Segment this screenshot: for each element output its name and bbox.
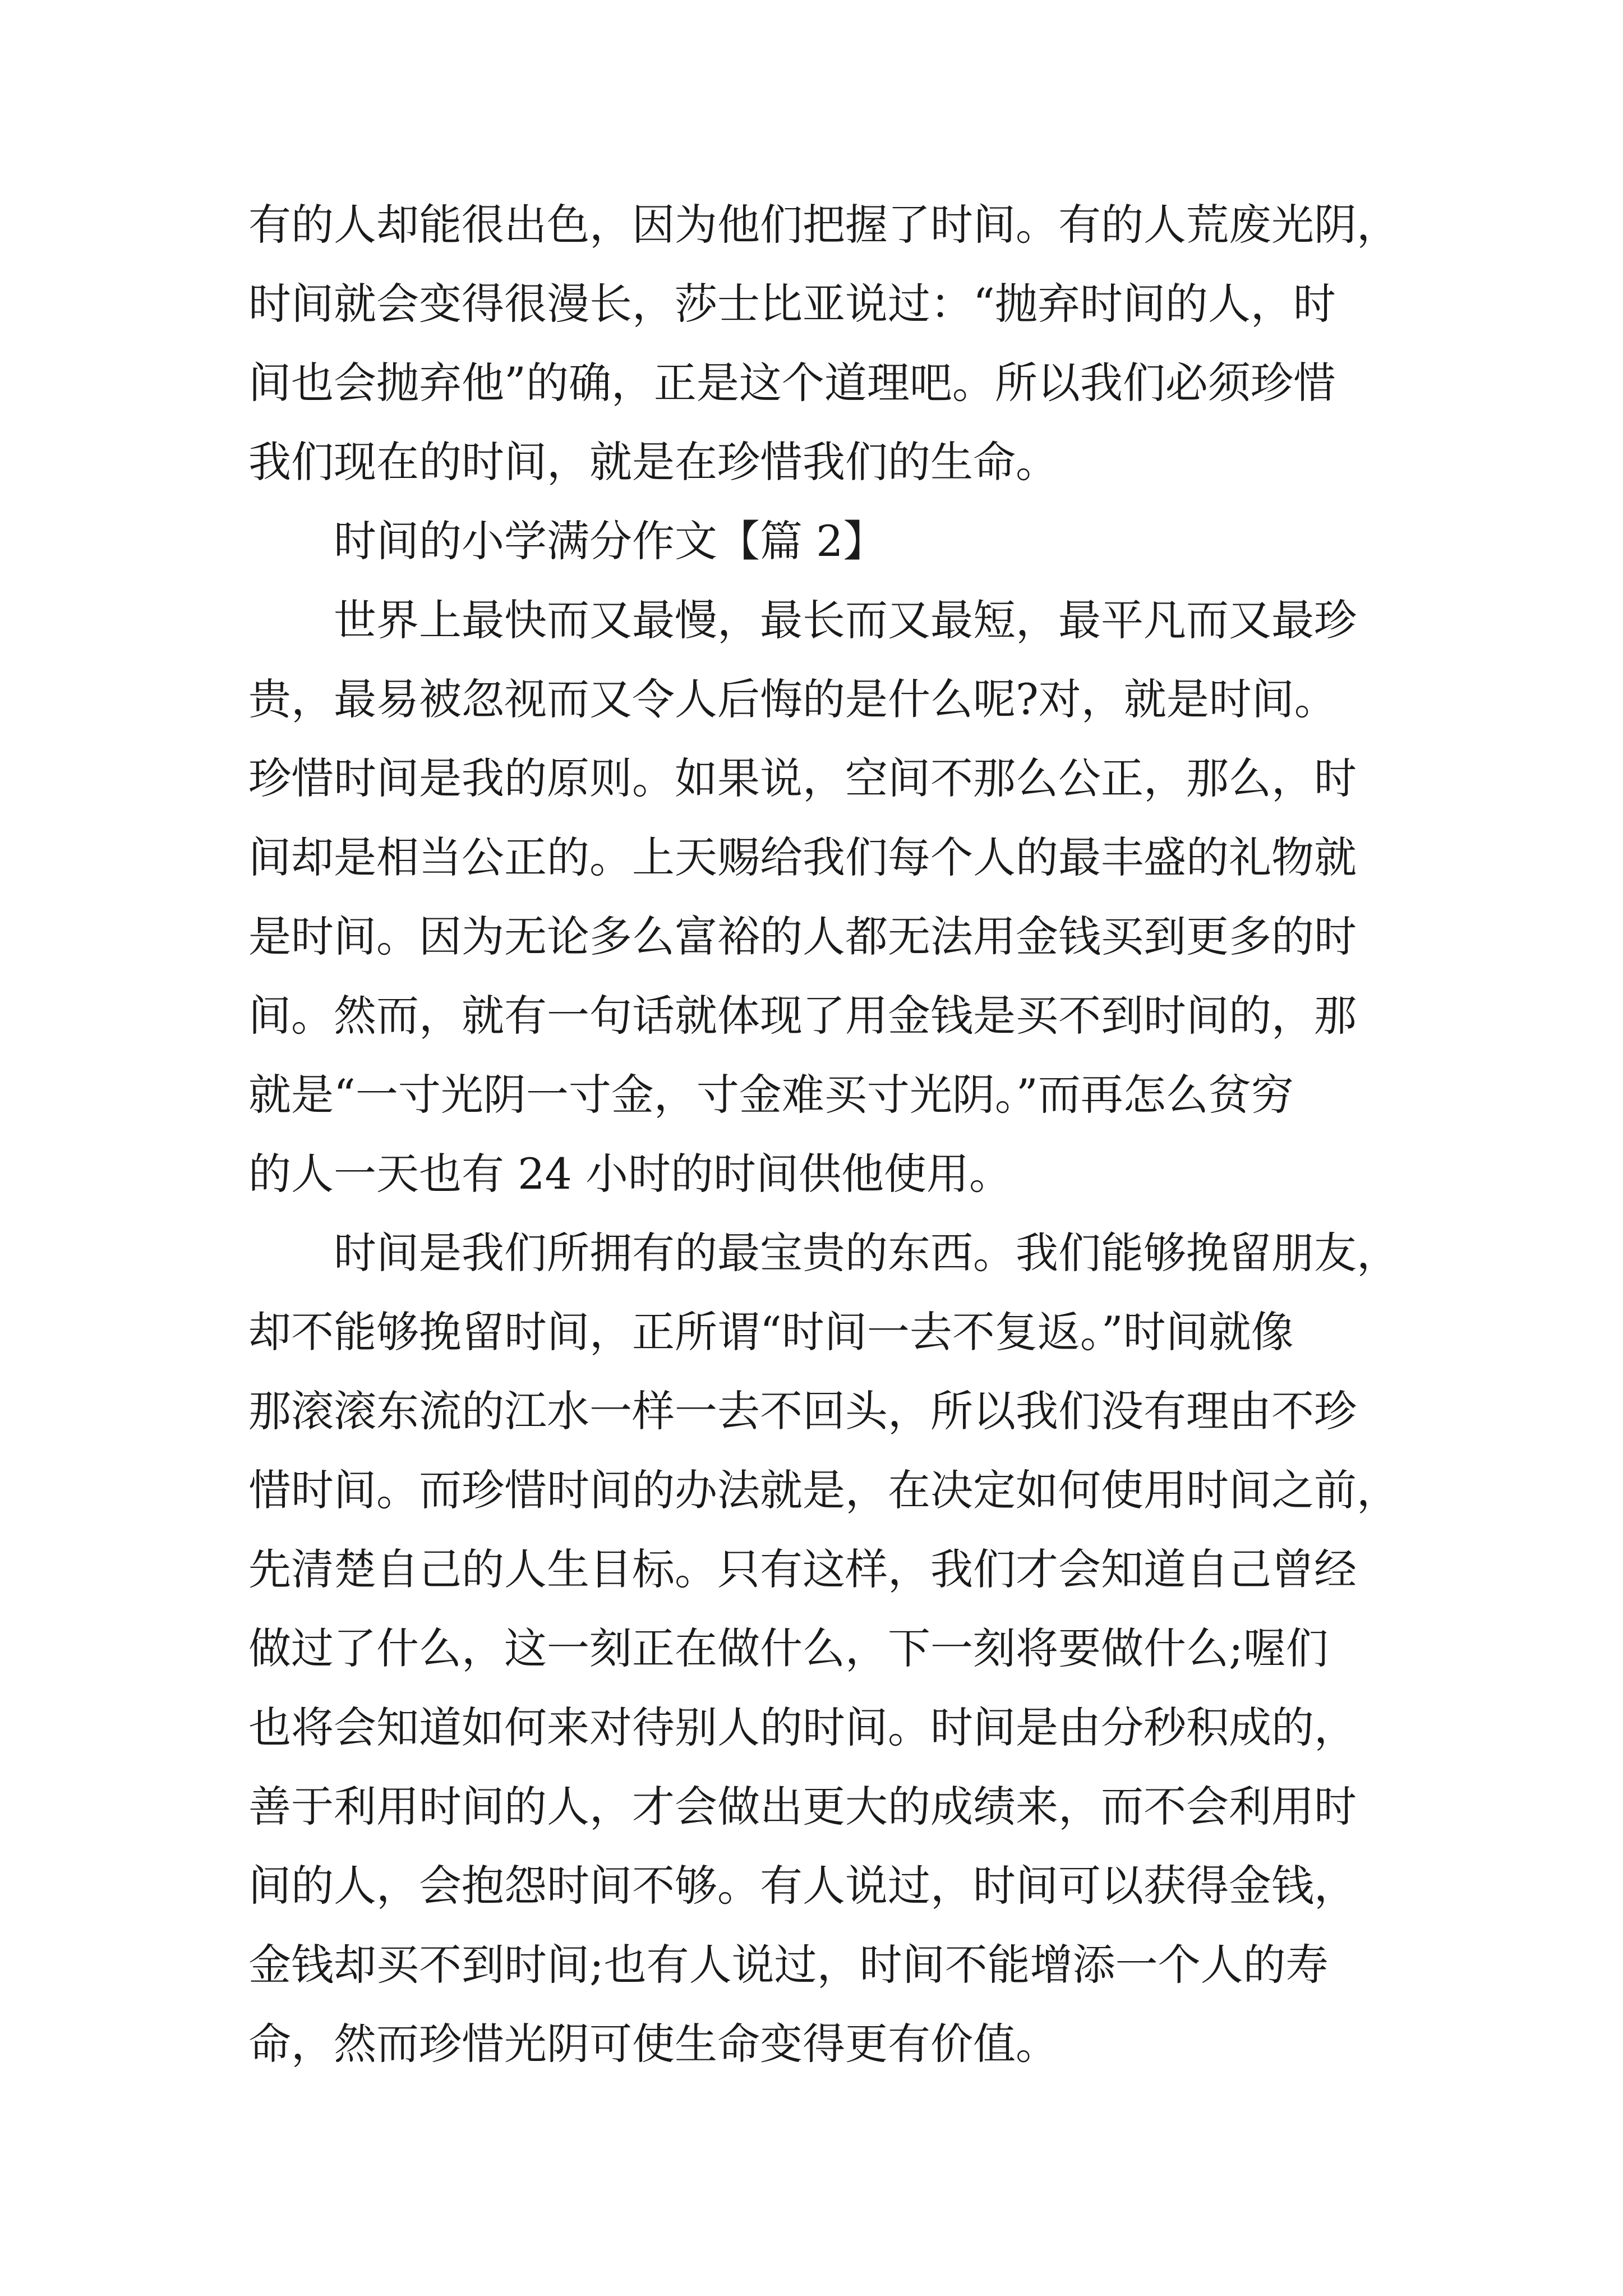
paragraph-3-line-2: 却不能够挽留时间，正所谓“时间一去不复返。”时间就像 (248, 1307, 1294, 1357)
paragraph-2-line-5: 是时间。因为无论多么富裕的人都无法用金钱买到更多的时 (248, 912, 1357, 961)
paragraph-3-line-7: 也将会知道如何来对待别人的时间。时间是由分秒积成的， (248, 1703, 1357, 1752)
paragraph-3-line-11: 命，然而珍惜光阴可使生命变得更有价值。 (248, 2019, 1058, 2069)
paragraph-1-line-4: 我们现在的时间，就是在珍惜我们的生命。 (248, 437, 1058, 487)
paragraph-2-line-8: 的人一天也有 24 小时的时间供他使用。 (248, 1149, 1012, 1199)
paragraph-3-line-9: 间的人，会抱怨时间不够。有人说过，时间可以获得金钱， (248, 1861, 1357, 1911)
paragraph-3-line-3: 那滚滚东流的江水一样一去不回头，所以我们没有理由不珍 (248, 1386, 1357, 1436)
paragraph-3-line-1: 时间是我们所拥有的最宝贵的东西。我们能够挽留朋友， (334, 1228, 1399, 1278)
document-body (248, 185, 1399, 2083)
paragraph-3-line-10: 金钱却买不到时间;也有人说过，时间不能增添一个人的寿 (248, 1940, 1329, 1990)
paragraph-1-line-3: 间也会抛弃他”的确，正是这个道理吧。所以我们必须珍惜 (248, 358, 1336, 408)
paragraph-3-line-6: 做过了什么，这一刻正在做什么，下一刻将要做什么;喔们 (248, 1623, 1329, 1673)
paragraph-2-line-4: 间却是相当公正的。上天赐给我们每个人的最丰盛的礼物就 (248, 832, 1357, 882)
paragraph-3-line-4: 惜时间。而珍惜时间的办法就是，在决定如何使用时间之前， (248, 1465, 1399, 1515)
paragraph-1-line-1: 有的人却能很出色，因为他们把握了时间。有的人荒废光阴， (248, 200, 1399, 250)
paragraph-2-line-1: 世界上最快而又最慢，最长而又最短，最平凡而又最珍 (334, 595, 1357, 645)
paragraph-2-line-3: 珍惜时间是我的原则。如果说，空间不那么公正，那么，时 (248, 753, 1357, 803)
paragraph-1-line-2: 时间就会变得很漫长，莎士比亚说过：“抛弃时间的人，时 (248, 279, 1336, 329)
paragraph-2-line-6: 间。然而，就有一句话就体现了用金钱是买不到时间的，那 (248, 991, 1357, 1041)
paragraph-2-line-2: 贵，最易被忽视而又令人后悔的是什么呢?对，就是时间。 (248, 674, 1337, 724)
paragraph-2-line-7: 就是“一寸光阴一寸金，寸金难买寸光阴。”而再怎么贫穷 (248, 1070, 1294, 1120)
section-heading: 时间的小学满分作文【篇 2】 (334, 516, 886, 566)
paragraph-3-line-5: 先清楚自己的人生目标。只有这样，我们才会知道自己曾经 (248, 1544, 1357, 1594)
paragraph-3-line-8: 善于利用时间的人，才会做出更大的成绩来，而不会利用时 (248, 1782, 1357, 1832)
